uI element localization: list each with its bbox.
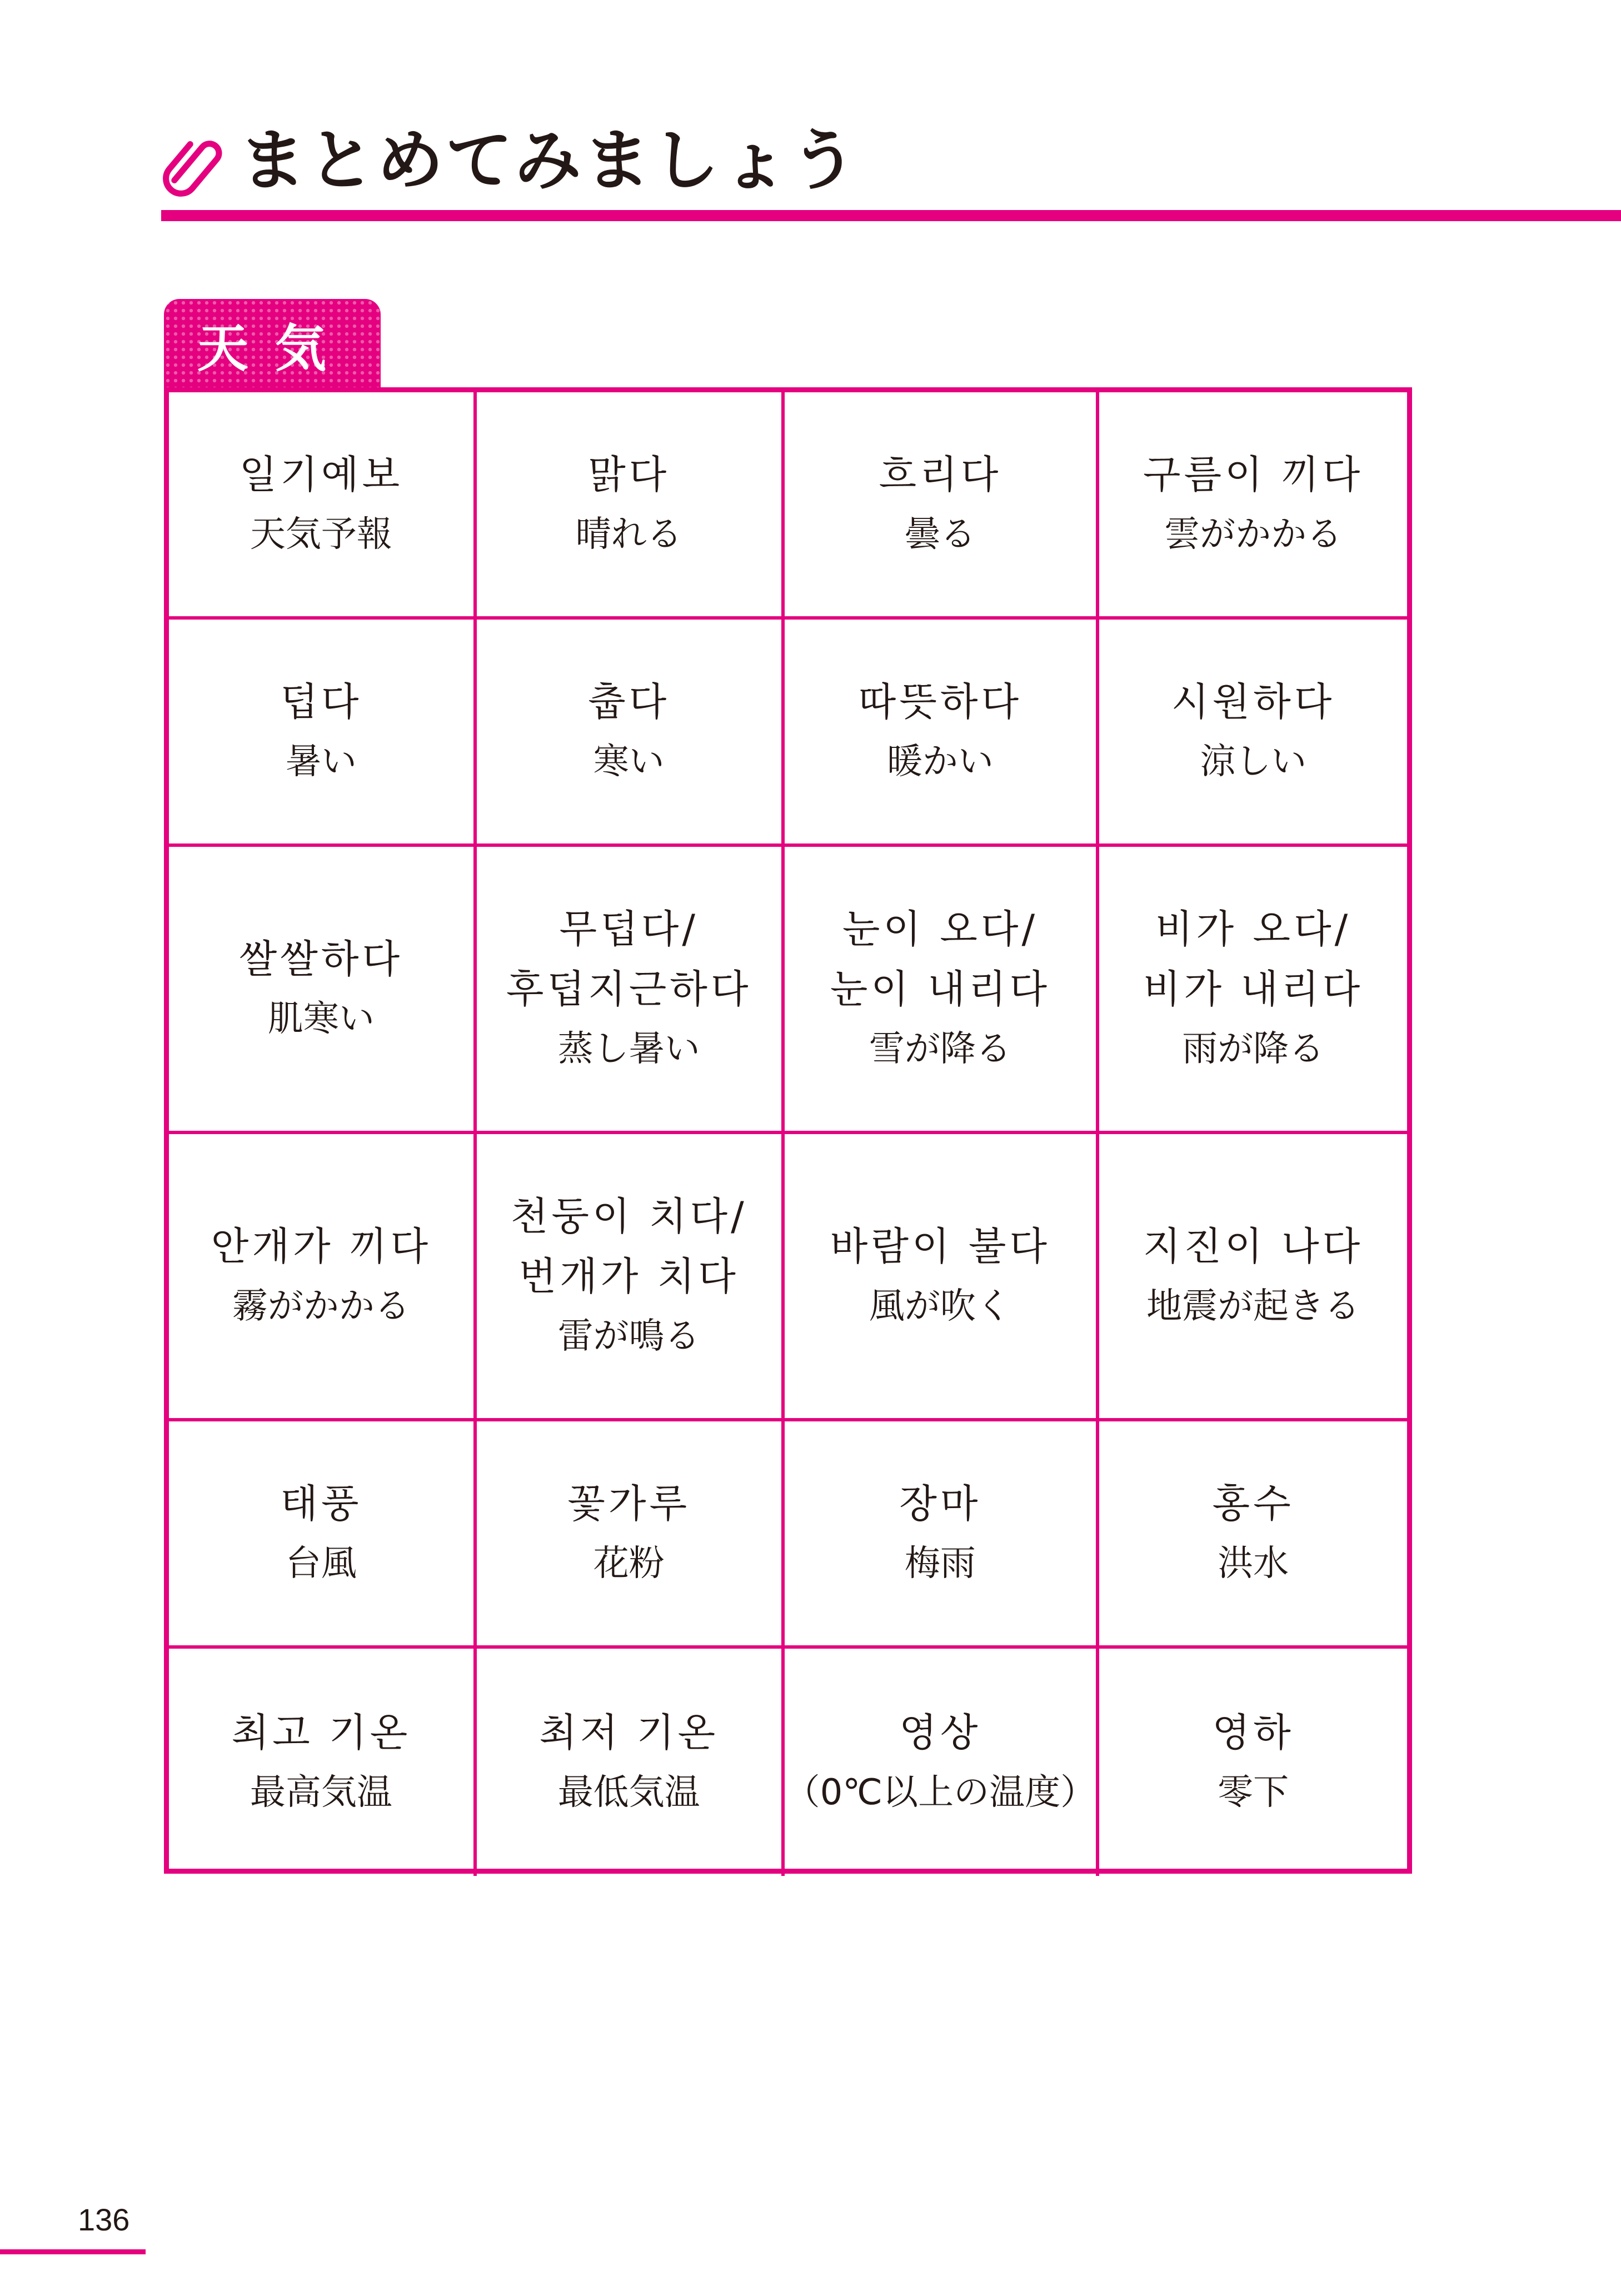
korean-term: 장마: [899, 1480, 981, 1526]
japanese-translation: 雨が降る: [1182, 1028, 1325, 1070]
page-title: まとめてみましょう: [239, 122, 859, 199]
japanese-translation: 肌寒い: [267, 998, 375, 1040]
vocab-cell: [477, 392, 785, 620]
korean-term: 덥다: [280, 678, 362, 725]
japanese-translation: 洪水: [1218, 1543, 1289, 1584]
korean-term: 안개가 끼다: [211, 1223, 432, 1269]
japanese-translation: 雲がかかる: [1164, 513, 1343, 555]
vocab-cell: [1099, 847, 1407, 1134]
vocab-cell: [169, 847, 477, 1134]
korean-term: 구름이 끼다: [1143, 451, 1364, 497]
japanese-translation: 最高気温: [250, 1771, 392, 1813]
vocab-cell: [477, 1421, 785, 1649]
korean-term: 지진이 나다: [1143, 1223, 1364, 1269]
japanese-translation: 蒸し暑い: [557, 1028, 700, 1070]
vocab-cell: [169, 1649, 477, 1876]
korean-term: 눈이 내리다: [830, 966, 1051, 1012]
vocab-cell: [169, 1421, 477, 1649]
japanese-translation: 暖かい: [886, 741, 994, 782]
vocab-cell: [477, 620, 785, 847]
korean-term: 최고 기온: [231, 1709, 411, 1755]
japanese-translation: 暑い: [285, 741, 357, 782]
korean-term: 따뜻하다: [858, 678, 1023, 725]
korean-term: 꽃가루: [567, 1480, 691, 1526]
vocab-cell: [477, 847, 785, 1134]
japanese-translation: 零下: [1218, 1771, 1289, 1813]
vocab-cell: [169, 1134, 477, 1421]
vocab-cell: [785, 1649, 1100, 1876]
korean-term: 눈이 오다/: [842, 906, 1039, 952]
vocab-cell: [169, 392, 477, 620]
korean-term: 쌀쌀하다: [239, 936, 403, 982]
vocab-table: [164, 387, 1412, 1874]
page-number: 136: [78, 2202, 130, 2237]
section-tab-label: 天気: [197, 319, 353, 378]
page-header: [161, 117, 1621, 228]
japanese-translation: 寒い: [593, 741, 665, 782]
korean-term: 비가 내리다: [1143, 966, 1364, 1012]
korean-term: 맑다: [588, 451, 670, 497]
vocab-cell: [785, 847, 1100, 1134]
paperclip-icon: [161, 128, 228, 206]
japanese-translation: 雪が降る: [869, 1028, 1011, 1070]
vocab-cell: [169, 620, 477, 847]
japanese-translation: 霧がかかる: [232, 1285, 410, 1327]
japanese-translation: 梅雨: [904, 1543, 976, 1584]
vocab-cell: [1099, 1649, 1407, 1876]
vocab-cell: [1099, 620, 1407, 847]
korean-term: 태풍: [280, 1480, 362, 1526]
vocab-cell: [785, 392, 1100, 620]
japanese-translation: 晴れる: [575, 513, 682, 555]
page-number-rule: [0, 2249, 146, 2254]
korean-term: 무덥다/: [559, 906, 699, 952]
vocab-cell: [1099, 392, 1407, 620]
section-tab: [164, 299, 381, 388]
vocab-cell: [785, 1421, 1100, 1649]
korean-term: 바람이 불다: [830, 1223, 1051, 1269]
korean-term: 홍수: [1212, 1480, 1294, 1526]
korean-term: 영하: [1212, 1709, 1294, 1755]
japanese-translation: （0℃以上の温度）: [784, 1771, 1096, 1813]
korean-term: 일기예보: [239, 451, 403, 497]
korean-term: 비가 오다/: [1155, 906, 1351, 952]
vocab-cell: [477, 1134, 785, 1421]
vocab-cell: [1099, 1421, 1407, 1649]
japanese-translation: 涼しい: [1200, 741, 1307, 782]
korean-term: 번개가 치다: [518, 1253, 739, 1299]
korean-term: 춥다: [588, 678, 670, 725]
japanese-translation: 花粉: [593, 1543, 665, 1584]
vocab-cell: [477, 1649, 785, 1876]
japanese-translation: 雷が鳴る: [557, 1315, 700, 1357]
title-underline: [161, 210, 1621, 221]
korean-term: 시원하다: [1171, 678, 1335, 725]
vocab-cell: [785, 1134, 1100, 1421]
japanese-translation: 天気予報: [250, 513, 392, 555]
vocab-cell: [1099, 1134, 1407, 1421]
japanese-translation: 風が吹く: [869, 1285, 1011, 1327]
korean-term: 최저 기온: [539, 1709, 719, 1755]
japanese-translation: 地震が起きる: [1146, 1285, 1360, 1327]
japanese-translation: 台風: [285, 1543, 357, 1584]
japanese-translation: 曇る: [904, 513, 976, 555]
vocab-cell: [785, 620, 1100, 847]
korean-term: 후덥지근하다: [506, 966, 752, 1012]
korean-term: 흐리다: [879, 451, 1002, 497]
korean-term: 천둥이 치다/: [510, 1193, 747, 1239]
korean-term: 영상: [899, 1709, 981, 1755]
japanese-translation: 最低気温: [557, 1771, 700, 1813]
